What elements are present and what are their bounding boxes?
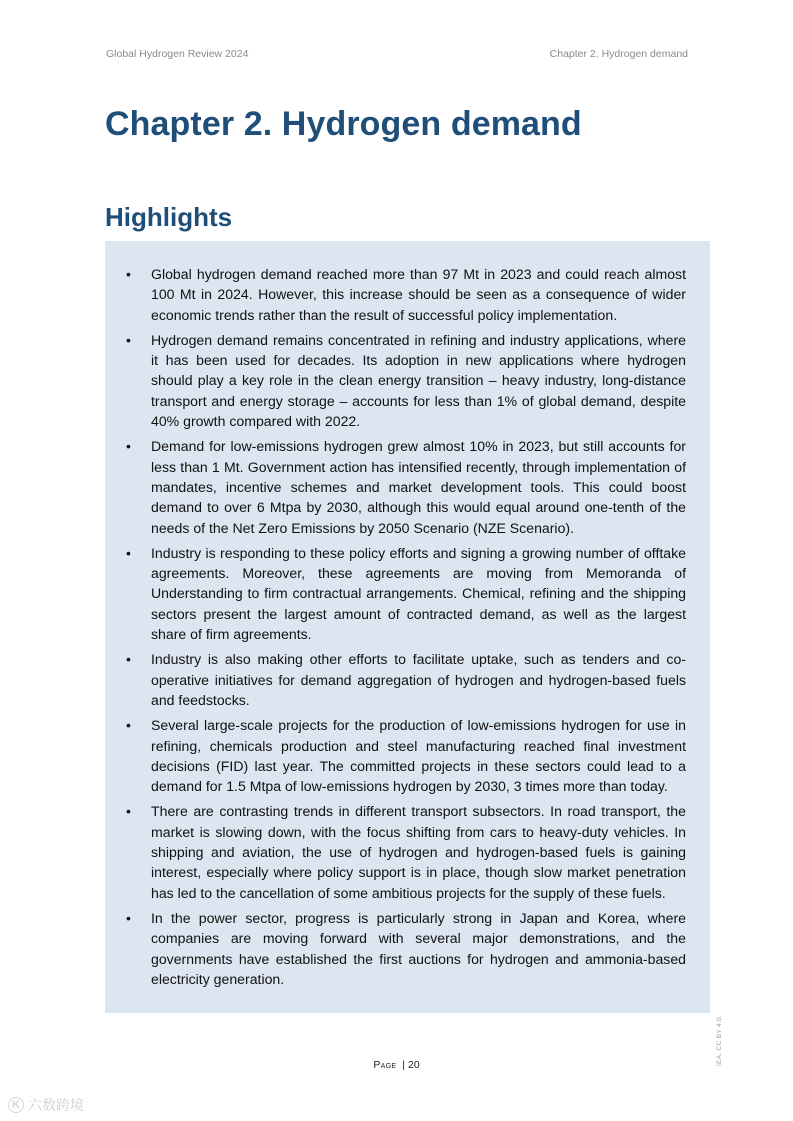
highlight-item [105, 264, 710, 325]
page-footer [0, 1059, 793, 1071]
highlight-text: Demand for low-emissions hydrogen grew almost 10% in 2023, but still accounts for less than 1 Mt. Government action has intensified recently, through implementation of mandates, incentive schemes and market development tools. This could boost demand to over 6 Mtpa by 2030, although this would equal around one-tenth of the needs of the Net Zero Emissions by 2050 Scenario (NZE Scenario). [151, 438, 686, 536]
bullet-icon: • [126, 331, 131, 348]
watermark-text: 六数跨境 [27, 1097, 84, 1113]
highlight-item [105, 908, 710, 989]
highlight-item [105, 649, 710, 710]
highlight-text: Industry is responding to these policy efforts and signing a growing number of offtake agreements. Moreover, these agreements are moving from Memoranda of Understanding to firm contractual arrangements. Chemical, refining and the shipping sectors present the largest amount of contracted demand, as well as the largest share of firm agreements. [151, 544, 686, 643]
highlight-text: There are contrasting trends in different transport subsectors. In road transport, the market is slowing down, with the focus shifting from cars to heavy-duty vehicles. In shipping and aviation, the use of hydrogen and hydrogen-based fuels is gaining interest, especially where policy support is in place, though slow market penetration has led to the cancellation of some ambitious projects for the supply of these fuels. [151, 803, 686, 901]
bullet-icon: • [126, 544, 131, 561]
watermark [8, 1094, 84, 1116]
highlight-text: Several large-scale projects for the production of low-emissions hydrogen for use in refining, chemicals production and steel manufacturing reached final investment decisions (FID) last year. The committed projects in these sectors could lead to a demand for 1.5 Mtpa of low-emissions hydrogen by 2030, 3 times more than today. [151, 717, 686, 795]
highlight-item [105, 330, 710, 431]
running-header [106, 48, 688, 62]
chapter-title: Chapter 2. Hydrogen demand [105, 105, 582, 143]
highlights-list [105, 264, 710, 994]
highlight-text: Industry is also making other efforts to facilitate uptake, such as tenders and co-operative initiatives for demand aggregation of hydrogen and hydrogen-based fuels and feedstocks. [151, 651, 686, 708]
bullet-icon: • [126, 438, 131, 455]
bullet-icon: • [126, 651, 131, 668]
page-number: 20 [407, 1059, 420, 1071]
highlights-box [105, 241, 710, 1013]
page-separator: | [402, 1059, 405, 1071]
header-chapter-label: Chapter 2. Hydrogen demand [549, 48, 688, 60]
bullet-icon: • [126, 717, 131, 734]
license-notice: IEA. CC BY 4.0. [716, 1015, 723, 1066]
highlight-item [105, 715, 710, 796]
bullet-icon: • [126, 266, 131, 282]
bullet-icon: • [126, 803, 131, 820]
highlight-text: Global hydrogen demand reached more than 97 Mt in 2023 and could reach almost 100 Mt in 2024. However, this increase should be seen as a consequence of wider economic trends rather than the result of successful policy implementation. [151, 266, 686, 323]
watermark-logo-icon: K [8, 1097, 24, 1113]
highlight-item [105, 436, 710, 537]
highlight-item [105, 801, 710, 902]
page-label: Page [373, 1059, 397, 1071]
section-title-highlights: Highlights [105, 202, 233, 232]
header-report-title: Global Hydrogen Review 2024 [106, 48, 249, 60]
highlight-item [105, 543, 710, 644]
highlight-text: Hydrogen demand remains concentrated in refining and industry applications, where it has been used for decades. Its adoption in new applications where hydrogen should play a key role in the clean energy transition – heavy industry, long-distance transport and energy storage – accounts for less than 1% of global demand, despite 40% growth compared with 2022. [151, 331, 686, 430]
highlight-text: In the power sector, progress is particularly strong in Japan and Korea, where companies are moving forward with several major demonstrations, and the governments have established the first auctions for hydrogen and ammonia-based electricity generation. [151, 909, 686, 987]
bullet-icon: • [126, 909, 131, 926]
